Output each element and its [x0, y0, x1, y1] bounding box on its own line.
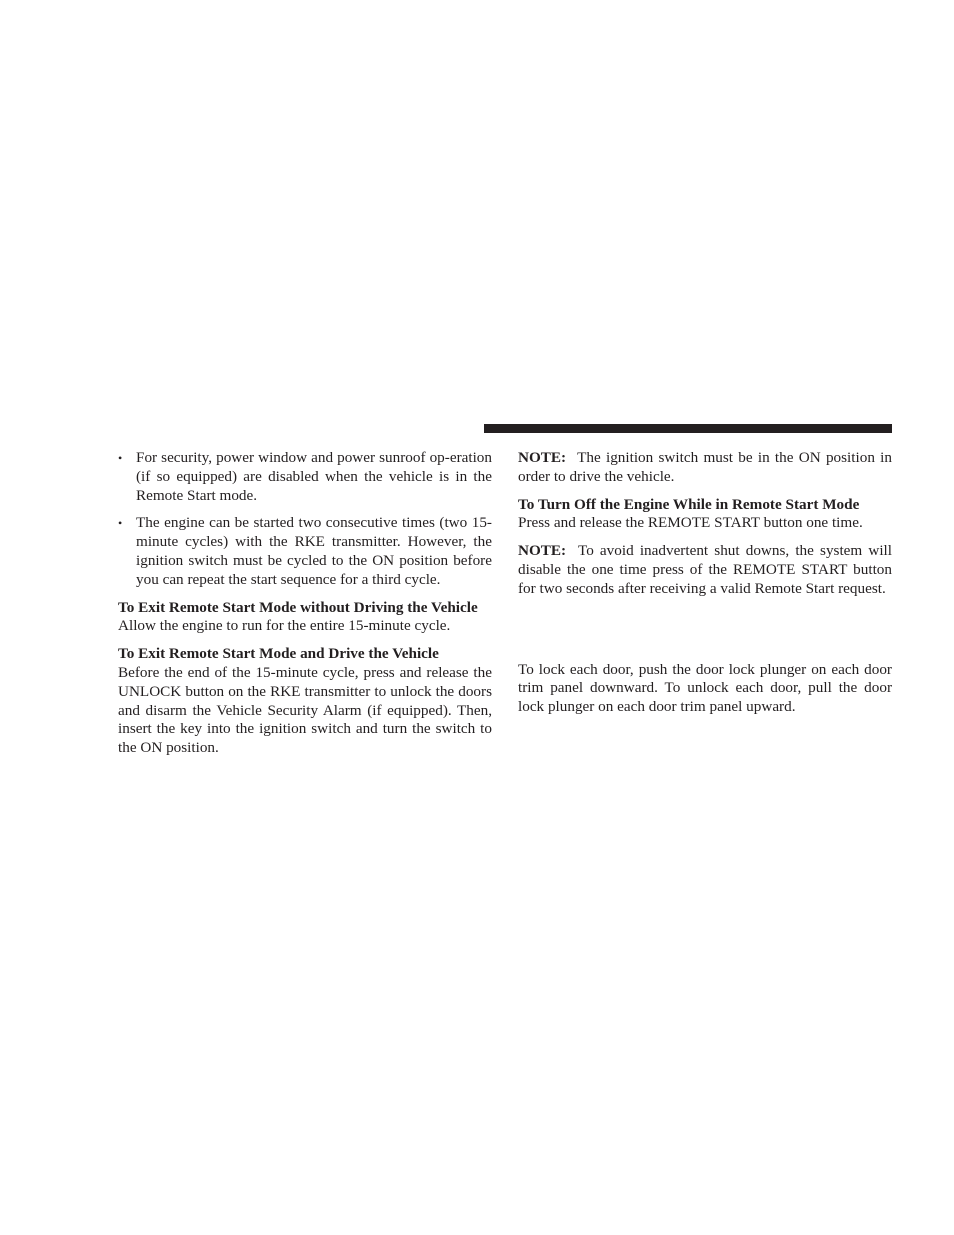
bullet-text: For security, power window and power sunroof op-eration (if so equipped) are disabled when the vehicle is in the Remote Start mode.: [136, 449, 492, 504]
right-column: [518, 449, 892, 717]
note-text: To avoid inadvertent shut downs, the system will disable the one time press of the REMOTE START button for two seconds after receiving a valid Remote Start request.: [518, 542, 892, 597]
note-text: The ignition switch must be in the ON position in order to drive the vehicle.: [518, 449, 892, 485]
section-divider-bar: [484, 424, 892, 433]
section-body-exit-and-drive: Before the end of the 15-minute cycle, press and release the UNLOCK button on the RKE transmitter to unlock the doors and disarm the Vehicle Security Alarm (if equipped). Then, insert the key into the ignition switch and turn the switch to the ON position.: [118, 663, 492, 757]
bullet-icon: •: [118, 451, 123, 465]
note-ignition-on: [518, 449, 892, 487]
section-body-exit-without-driving: Allow the engine to run for the entire 15-minute cycle.: [118, 617, 451, 635]
note-label: NOTE:: [518, 542, 567, 560]
bullet-item: [118, 514, 492, 589]
left-column: [118, 449, 492, 758]
note-label: NOTE:: [518, 449, 567, 466]
section-body-turn-off-engine: Press and release the REMOTE START button one time.: [518, 514, 863, 532]
section-heading-exit-and-drive: To Exit Remote Start Mode and Drive the Vehicle: [118, 645, 439, 663]
door-lock-paragraph: To lock each door, push the door lock plunger on each door trim panel downward. To unlock each door, pull the door lock plunger on each door trim panel upward.: [518, 660, 892, 716]
bullet-item: [118, 449, 492, 505]
note-inadvertent-shutdown: [518, 542, 892, 598]
section-heading-exit-without-driving: To Exit Remote Start Mode without Driving the Vehicle: [118, 598, 478, 616]
bullet-icon: •: [118, 516, 123, 531]
bullet-list: [118, 449, 492, 590]
bullet-text: The engine can be started two consecutive times (two 15-minute cycles) with the RKE transmitter. However, the ignition switch must be cycled to the ON position before you can repeat the start sequence for a third cycle.: [136, 514, 492, 588]
section-heading-turn-off-engine: To Turn Off the Engine While in Remote Start Mode: [518, 495, 860, 513]
